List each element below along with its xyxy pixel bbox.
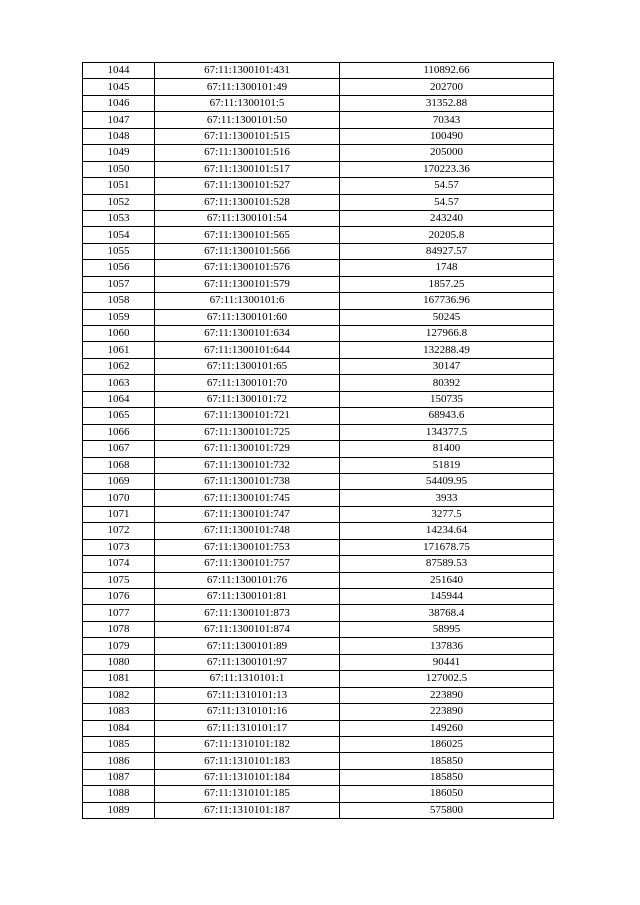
value-cell: 87589.53	[340, 556, 554, 572]
row-number-cell: 1058	[83, 293, 155, 309]
table-row	[83, 424, 554, 440]
cadastral-number-cell: 67:11:1300101:517	[155, 161, 340, 177]
row-number-cell: 1066	[83, 424, 155, 440]
cadastral-number-cell: 67:11:1300101:565	[155, 227, 340, 243]
cadastral-number-cell: 67:11:1300101:89	[155, 638, 340, 654]
row-number-cell: 1057	[83, 276, 155, 292]
table-row	[83, 687, 554, 703]
value-cell: 50245	[340, 309, 554, 325]
cadastral-number-cell: 67:11:1300101:757	[155, 556, 340, 572]
row-number-cell: 1086	[83, 753, 155, 769]
cadastral-number-cell: 67:11:1300101:81	[155, 589, 340, 605]
table-row	[83, 358, 554, 374]
table-row	[83, 293, 554, 309]
value-cell: 186025	[340, 736, 554, 752]
table-row	[83, 95, 554, 111]
table-row	[83, 326, 554, 342]
cadastral-number-cell: 67:11:1300101:873	[155, 605, 340, 621]
value-cell: 132288.49	[340, 342, 554, 358]
row-number-cell: 1085	[83, 736, 155, 752]
cadastral-value-table	[82, 62, 554, 819]
value-cell: 100490	[340, 128, 554, 144]
value-cell: 223890	[340, 704, 554, 720]
table-row	[83, 802, 554, 818]
row-number-cell: 1070	[83, 490, 155, 506]
cadastral-number-cell: 67:11:1300101:753	[155, 539, 340, 555]
table-row	[83, 178, 554, 194]
cadastral-number-cell: 67:11:1300101:70	[155, 375, 340, 391]
value-cell: 54409.95	[340, 473, 554, 489]
cadastral-number-cell: 67:11:1310101:182	[155, 736, 340, 752]
row-number-cell: 1062	[83, 358, 155, 374]
table-row	[83, 408, 554, 424]
value-cell: 68943.6	[340, 408, 554, 424]
value-cell: 84927.57	[340, 243, 554, 259]
value-cell: 127002.5	[340, 671, 554, 687]
value-cell: 90441	[340, 654, 554, 670]
table-row	[83, 654, 554, 670]
value-cell: 149260	[340, 720, 554, 736]
row-number-cell: 1047	[83, 112, 155, 128]
value-cell: 205000	[340, 145, 554, 161]
cadastral-number-cell: 67:11:1310101:1	[155, 671, 340, 687]
cadastral-number-cell: 67:11:1310101:16	[155, 704, 340, 720]
table-row	[83, 210, 554, 226]
cadastral-number-cell: 67:11:1300101:738	[155, 473, 340, 489]
table-row	[83, 260, 554, 276]
cadastral-number-cell: 67:11:1310101:187	[155, 802, 340, 818]
table-row	[83, 473, 554, 489]
cadastral-number-cell: 67:11:1310101:185	[155, 786, 340, 802]
row-number-cell: 1045	[83, 79, 155, 95]
cadastral-number-cell: 67:11:1300101:576	[155, 260, 340, 276]
cadastral-number-cell: 67:11:1300101:516	[155, 145, 340, 161]
value-cell: 20205.8	[340, 227, 554, 243]
row-number-cell: 1087	[83, 769, 155, 785]
cadastral-number-cell: 67:11:1300101:748	[155, 523, 340, 539]
table-row	[83, 441, 554, 457]
value-cell: 14234.64	[340, 523, 554, 539]
value-cell: 51819	[340, 457, 554, 473]
value-cell: 167736.96	[340, 293, 554, 309]
row-number-cell: 1063	[83, 375, 155, 391]
cadastral-number-cell: 67:11:1300101:747	[155, 506, 340, 522]
value-cell: 575800	[340, 802, 554, 818]
value-cell: 1748	[340, 260, 554, 276]
row-number-cell: 1075	[83, 572, 155, 588]
cadastral-number-cell: 67:11:1300101:5	[155, 95, 340, 111]
row-number-cell: 1060	[83, 326, 155, 342]
value-cell: 70343	[340, 112, 554, 128]
row-number-cell: 1061	[83, 342, 155, 358]
table-row	[83, 539, 554, 555]
cadastral-number-cell: 67:11:1300101:634	[155, 326, 340, 342]
table-row	[83, 309, 554, 325]
value-cell: 137836	[340, 638, 554, 654]
cadastral-number-cell: 67:11:1300101:644	[155, 342, 340, 358]
cadastral-number-cell: 67:11:1300101:65	[155, 358, 340, 374]
cadastral-number-cell: 67:11:1300101:49	[155, 79, 340, 95]
cadastral-number-cell: 67:11:1300101:60	[155, 309, 340, 325]
row-number-cell: 1071	[83, 506, 155, 522]
cadastral-number-cell: 67:11:1300101:745	[155, 490, 340, 506]
table-row	[83, 145, 554, 161]
value-cell: 150735	[340, 391, 554, 407]
table-row	[83, 63, 554, 79]
value-cell: 30147	[340, 358, 554, 374]
value-cell: 243240	[340, 210, 554, 226]
cadastral-number-cell: 67:11:1300101:729	[155, 441, 340, 457]
cadastral-number-cell: 67:11:1300101:874	[155, 621, 340, 637]
row-number-cell: 1067	[83, 441, 155, 457]
row-number-cell: 1088	[83, 786, 155, 802]
table-row	[83, 704, 554, 720]
value-cell: 3933	[340, 490, 554, 506]
row-number-cell: 1051	[83, 178, 155, 194]
row-number-cell: 1076	[83, 589, 155, 605]
row-number-cell: 1064	[83, 391, 155, 407]
cadastral-number-cell: 67:11:1300101:721	[155, 408, 340, 424]
value-cell: 38768.4	[340, 605, 554, 621]
row-number-cell: 1069	[83, 473, 155, 489]
value-cell: 80392	[340, 375, 554, 391]
value-cell: 31352.88	[340, 95, 554, 111]
row-number-cell: 1084	[83, 720, 155, 736]
row-number-cell: 1050	[83, 161, 155, 177]
table-row	[83, 391, 554, 407]
table-row	[83, 621, 554, 637]
row-number-cell: 1044	[83, 63, 155, 79]
row-number-cell: 1056	[83, 260, 155, 276]
row-number-cell: 1077	[83, 605, 155, 621]
value-cell: 171678.75	[340, 539, 554, 555]
row-number-cell: 1053	[83, 210, 155, 226]
value-cell: 81400	[340, 441, 554, 457]
table-row	[83, 342, 554, 358]
cadastral-number-cell: 67:11:1300101:76	[155, 572, 340, 588]
row-number-cell: 1072	[83, 523, 155, 539]
cadastral-number-cell: 67:11:1300101:515	[155, 128, 340, 144]
row-number-cell: 1081	[83, 671, 155, 687]
table-row	[83, 375, 554, 391]
row-number-cell: 1046	[83, 95, 155, 111]
table-row	[83, 457, 554, 473]
cadastral-number-cell: 67:11:1300101:732	[155, 457, 340, 473]
value-cell: 1857.25	[340, 276, 554, 292]
value-cell: 58995	[340, 621, 554, 637]
row-number-cell: 1073	[83, 539, 155, 555]
table-row	[83, 786, 554, 802]
table-row	[83, 523, 554, 539]
row-number-cell: 1068	[83, 457, 155, 473]
cadastral-number-cell: 67:11:1300101:6	[155, 293, 340, 309]
cadastral-number-cell: 67:11:1300101:725	[155, 424, 340, 440]
row-number-cell: 1089	[83, 802, 155, 818]
value-cell: 54.57	[340, 178, 554, 194]
table-row	[83, 671, 554, 687]
table-row	[83, 506, 554, 522]
value-cell: 110892.66	[340, 63, 554, 79]
row-number-cell: 1049	[83, 145, 155, 161]
row-number-cell: 1078	[83, 621, 155, 637]
value-cell: 134377.5	[340, 424, 554, 440]
table-row	[83, 161, 554, 177]
cadastral-number-cell: 67:11:1300101:50	[155, 112, 340, 128]
table-row	[83, 490, 554, 506]
table-body	[83, 63, 554, 819]
cadastral-number-cell: 67:11:1300101:528	[155, 194, 340, 210]
value-cell: 145944	[340, 589, 554, 605]
value-cell: 251640	[340, 572, 554, 588]
value-cell: 185850	[340, 753, 554, 769]
value-cell: 127966.8	[340, 326, 554, 342]
table-row	[83, 128, 554, 144]
value-cell: 3277.5	[340, 506, 554, 522]
cadastral-number-cell: 67:11:1300101:566	[155, 243, 340, 259]
value-cell: 186050	[340, 786, 554, 802]
cadastral-number-cell: 67:11:1310101:184	[155, 769, 340, 785]
cadastral-number-cell: 67:11:1310101:183	[155, 753, 340, 769]
row-number-cell: 1065	[83, 408, 155, 424]
cadastral-number-cell: 67:11:1300101:579	[155, 276, 340, 292]
table-row	[83, 720, 554, 736]
row-number-cell: 1048	[83, 128, 155, 144]
cadastral-number-cell: 67:11:1300101:54	[155, 210, 340, 226]
table-row	[83, 79, 554, 95]
table-row	[83, 227, 554, 243]
cadastral-number-cell: 67:11:1300101:527	[155, 178, 340, 194]
table-row	[83, 243, 554, 259]
row-number-cell: 1052	[83, 194, 155, 210]
row-number-cell: 1055	[83, 243, 155, 259]
row-number-cell: 1079	[83, 638, 155, 654]
table-row	[83, 276, 554, 292]
cadastral-number-cell: 67:11:1310101:13	[155, 687, 340, 703]
table-row	[83, 769, 554, 785]
table-row	[83, 589, 554, 605]
cadastral-number-cell: 67:11:1300101:97	[155, 654, 340, 670]
cadastral-number-cell: 67:11:1300101:431	[155, 63, 340, 79]
value-cell: 185850	[340, 769, 554, 785]
value-cell: 170223.36	[340, 161, 554, 177]
row-number-cell: 1080	[83, 654, 155, 670]
row-number-cell: 1054	[83, 227, 155, 243]
table-row	[83, 638, 554, 654]
value-cell: 202700	[340, 79, 554, 95]
table-row	[83, 194, 554, 210]
table-row	[83, 753, 554, 769]
table-row	[83, 736, 554, 752]
row-number-cell: 1083	[83, 704, 155, 720]
cadastral-number-cell: 67:11:1300101:72	[155, 391, 340, 407]
value-cell: 54.57	[340, 194, 554, 210]
row-number-cell: 1082	[83, 687, 155, 703]
row-number-cell: 1059	[83, 309, 155, 325]
table-row	[83, 112, 554, 128]
row-number-cell: 1074	[83, 556, 155, 572]
table-row	[83, 572, 554, 588]
value-cell: 223890	[340, 687, 554, 703]
cadastral-number-cell: 67:11:1310101:17	[155, 720, 340, 736]
table-row	[83, 605, 554, 621]
table-row	[83, 556, 554, 572]
